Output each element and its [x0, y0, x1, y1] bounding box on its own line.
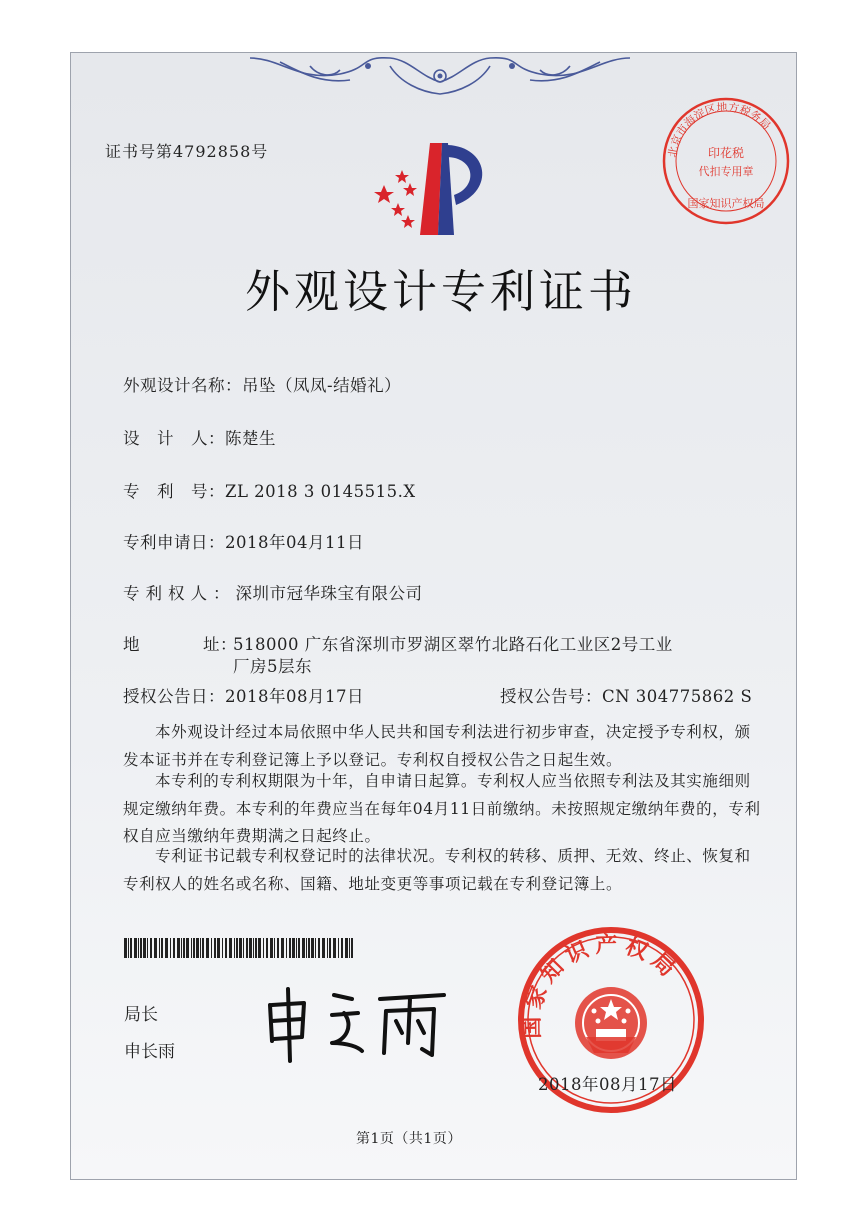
- director-title: 局长: [124, 1005, 158, 1025]
- patentee-value: 深圳市冠华珠宝有限公司: [235, 584, 423, 603]
- signature-icon: [262, 985, 452, 1065]
- patentee-row: [123, 580, 423, 604]
- director-name: 申长雨: [124, 1042, 175, 1062]
- barcode-bar: [154, 938, 157, 958]
- barcode-bar: [345, 938, 348, 958]
- barcode-bar: [255, 938, 257, 958]
- barcode-bar: [165, 938, 168, 958]
- barcode-bar: [341, 938, 343, 958]
- barcode-bar: [147, 938, 148, 958]
- barcode-bar: [289, 938, 291, 958]
- barcode-bar: [322, 938, 325, 958]
- filing-date-value: 2018年04月11日: [225, 533, 364, 552]
- stamp-bottom-text: 国家知识产权局: [687, 197, 765, 210]
- address-label-left: 地: [123, 635, 140, 654]
- stamp-top-text: 北京市海淀区地方税务局: [665, 100, 774, 159]
- barcode-bar: [311, 938, 314, 958]
- barcode-bar: [140, 938, 142, 958]
- barcode-bar: [206, 938, 209, 958]
- barcode-bar: [286, 938, 287, 958]
- grant-number-row: [500, 683, 752, 707]
- barcode-bar: [225, 938, 227, 958]
- barcode-bar: [292, 938, 295, 958]
- barcode-bar: [318, 938, 320, 958]
- paragraph-1: 本外观设计经过本局依照中华人民共和国专利法进行初步审查，决定授予专利权，颁发本证书并在专利登记簿上予以登记。专利权自授权公告之日起生效。: [123, 723, 751, 769]
- barcode-bar: [243, 938, 244, 958]
- barcode-bar: [338, 938, 339, 958]
- address-line-1: 518000 广东省深圳市罗湖区翠竹北路石化工业区2号工业: [233, 635, 673, 654]
- barcode-bar: [281, 938, 284, 958]
- barcode-bar: [277, 938, 279, 958]
- barcode-bar: [308, 938, 310, 958]
- barcode-bar: [296, 938, 297, 958]
- filing-date-label: 专利申请日：: [123, 533, 225, 552]
- barcode-bar: [263, 938, 264, 958]
- paragraph-2: 本专利的专利权期限为十年，自申请日起算。专利权人应当依照专利法及其实施细则规定缴纳年费。本专利的年费应当在每年04月11日前缴纳。未按照规定缴纳年费的，专利权自应当缴纳年费期满之日起终止。: [123, 772, 761, 845]
- barcode-bar: [239, 938, 242, 958]
- barcode-bar: [150, 938, 152, 958]
- barcode-icon: [124, 938, 356, 958]
- barcode-bar: [333, 938, 336, 958]
- barcode-bar: [349, 938, 350, 958]
- certificate-title: 外观设计专利证书: [245, 265, 638, 318]
- patentee-label: 专利权人：: [123, 584, 236, 603]
- barcode-bar: [138, 938, 139, 958]
- design-name-label: 外观设计名称：: [123, 376, 242, 395]
- barcode-bar: [249, 938, 252, 958]
- seal-date: 2018年08月17日: [538, 1075, 677, 1094]
- stamp-mid-text2: 代扣专用章: [698, 165, 754, 178]
- stamp-mid-text: 印花税: [707, 146, 745, 160]
- official-seal-text: 国家知识产权局: [519, 932, 684, 1039]
- barcode-bar: [351, 938, 353, 958]
- patent-number-value: ZL 2018 3 0145515.X: [225, 482, 416, 501]
- barcode-bar: [222, 938, 223, 958]
- barcode-bar: [211, 938, 212, 958]
- barcode-bar: [200, 938, 201, 958]
- barcode-bar: [134, 938, 137, 958]
- paragraph-3: 专利证书记载专利权登记时的法律状况。专利权的转移、质押、无效、终止、恢复和专利权人的姓名或名称、国籍、地址变更等事项记载在专利登记簿上。: [123, 847, 751, 893]
- barcode-bar: [191, 938, 192, 958]
- barcode-bar: [266, 938, 268, 958]
- grant-date-row: [123, 683, 364, 707]
- barcode-bar: [196, 938, 199, 958]
- barcode-bar: [183, 938, 185, 958]
- page-label: 第1页（共1页）: [356, 1131, 462, 1147]
- barcode-bar: [298, 938, 300, 958]
- grant-number-value: CN 304775862 S: [602, 687, 753, 706]
- patent-number-label: 专 利 号：: [123, 482, 225, 501]
- barcode-bar: [161, 938, 163, 958]
- address-label-right: 址：: [203, 635, 237, 654]
- barcode-bar: [253, 938, 254, 958]
- cnipa-logo-icon: [368, 135, 498, 245]
- barcode-bar: [217, 938, 220, 958]
- barcode-bar: [186, 938, 189, 958]
- certificate-number: 证书号第4792858号: [105, 142, 269, 161]
- barcode-bar: [181, 938, 182, 958]
- barcode-bar: [329, 938, 331, 958]
- barcode-bar: [234, 938, 235, 958]
- barcode-bar: [143, 938, 146, 958]
- designer-row: [123, 425, 276, 449]
- barcode-bar: [258, 938, 261, 958]
- barcode-bar: [159, 938, 160, 958]
- barcode-bar: [229, 938, 232, 958]
- barcode-bar: [170, 938, 171, 958]
- barcode-bar: [128, 938, 129, 958]
- address-line-2: 厂房5层东: [233, 657, 312, 676]
- design-name-value: 吊坠（凤凤-结婚礼）: [242, 376, 402, 395]
- barcode-bar: [173, 938, 175, 958]
- barcode-bar: [130, 938, 132, 958]
- barcode-bar: [202, 938, 204, 958]
- designer-label: 设 计 人：: [123, 429, 225, 448]
- barcode-bar: [193, 938, 195, 958]
- grant-date-label: 授权公告日：: [123, 687, 225, 706]
- barcode-bar: [306, 938, 307, 958]
- barcode-bar: [315, 938, 316, 958]
- barcode-bar: [214, 938, 216, 958]
- grant-number-label: 授权公告号：: [500, 687, 602, 706]
- designer-value: 陈楚生: [225, 429, 276, 448]
- design-name-row: [123, 372, 401, 396]
- barcode-bar: [177, 938, 180, 958]
- ornament-border-icon: [240, 52, 640, 102]
- patent-number-row: [123, 478, 416, 502]
- barcode-bar: [270, 938, 273, 958]
- filing-date-row: [123, 529, 364, 553]
- barcode-bar: [124, 938, 127, 958]
- barcode-bar: [302, 938, 305, 958]
- barcode-bar: [246, 938, 248, 958]
- barcode-bar: [236, 938, 238, 958]
- barcode-bar: [274, 938, 275, 958]
- tax-stamp-icon: [660, 95, 792, 227]
- grant-date-value: 2018年08月17日: [225, 687, 364, 706]
- barcode-bar: [327, 938, 328, 958]
